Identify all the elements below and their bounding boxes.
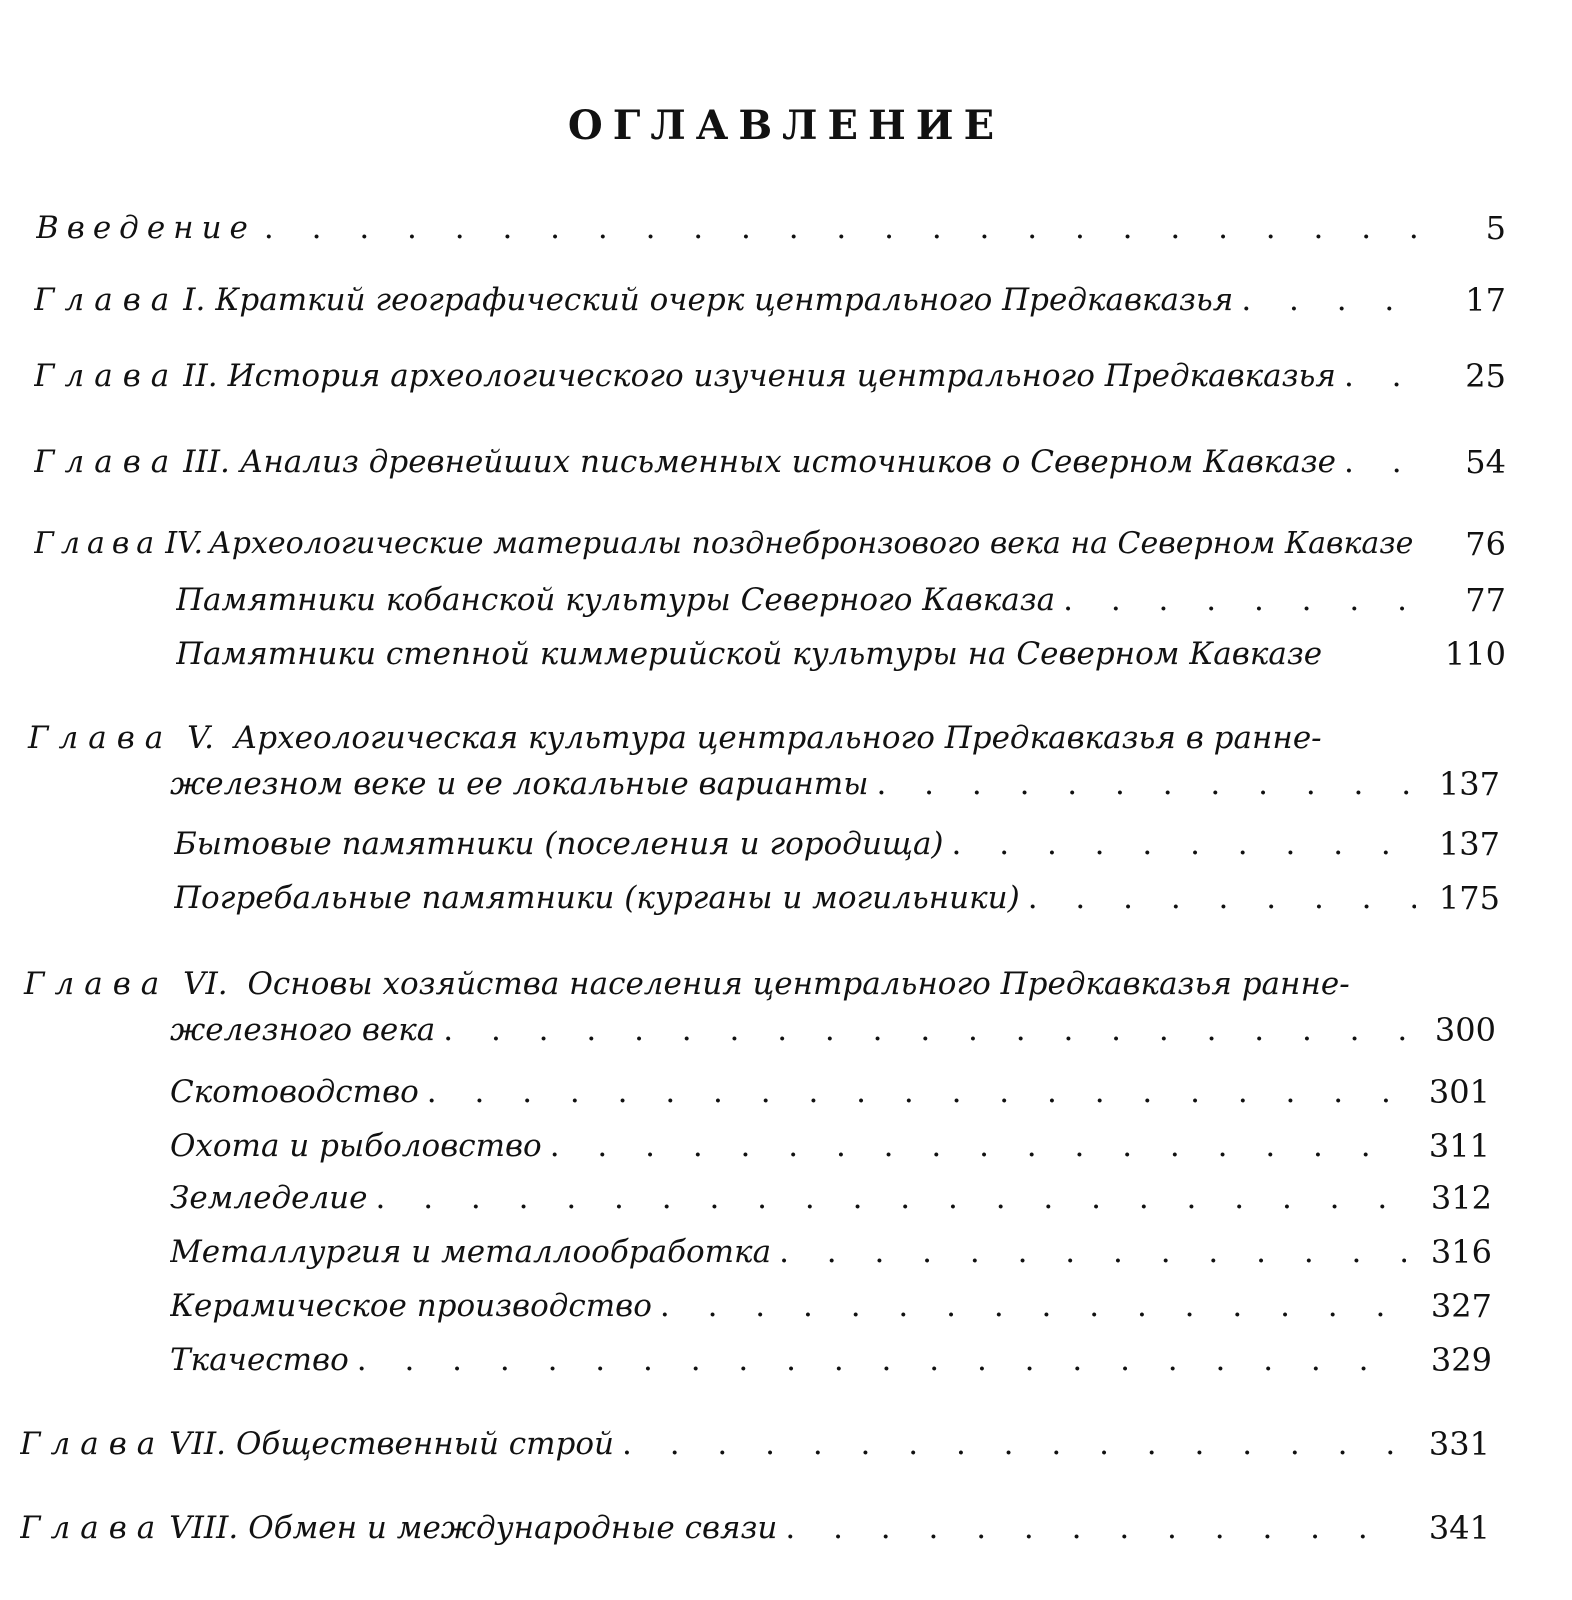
chapter-label: Глава [24, 966, 170, 1002]
chapter-number: V. [187, 720, 214, 756]
page-number: 110 [1444, 635, 1506, 673]
dot-leader [1241, 278, 1416, 322]
toc-subentry[interactable] [0, 822, 1572, 866]
toc-subentry[interactable] [0, 578, 1572, 622]
toc-subentry[interactable] [0, 1124, 1572, 1168]
dot-leader [427, 1070, 1406, 1114]
dot-leader [1063, 578, 1416, 622]
toc-subentry[interactable] [0, 1230, 1572, 1274]
toc-entry-text: Общественный строй [236, 1426, 615, 1462]
page-number: 316 [1430, 1233, 1492, 1271]
toc-entry-text: Керамическое производство [170, 1288, 652, 1324]
toc-entry-text-line2: железном веке и ее локальные варианты [170, 766, 869, 802]
dot-leader [876, 762, 1416, 806]
toc-entry-chapter-5-cont[interactable] [0, 762, 1572, 806]
dot-leader [1344, 354, 1416, 398]
toc-entry-chapter-4[interactable] [0, 522, 1572, 566]
page-number: 25 [1465, 357, 1506, 395]
toc-entry-text: Археологические материалы позднебронзового века на Северном Кавказе [209, 526, 1414, 561]
toc-entry-text: Обмен и международные связи [248, 1510, 778, 1546]
dot-leader [660, 1284, 1406, 1328]
toc-entry-text: Погребальные памятники (курганы и могильники) [174, 880, 1020, 916]
toc-entry-chapter-2[interactable] [0, 354, 1572, 398]
dot-leader [264, 206, 1416, 250]
toc-entry-text: История археологического изучения центрального Предкавказья [227, 358, 1336, 394]
page-number: 327 [1430, 1287, 1492, 1325]
chapter-label: Глава [28, 720, 174, 756]
chapter-label: Глава [20, 1510, 166, 1546]
chapter-label: Глава [20, 1426, 166, 1462]
toc-entry-text: Земледелие [170, 1180, 368, 1216]
chapter-number: IV. [165, 526, 204, 561]
page-number: 301 [1428, 1073, 1490, 1111]
page-number: 300 [1434, 1011, 1496, 1049]
dot-leader [785, 1506, 1406, 1550]
toc-entry-text: Металлургия и металлообработка [170, 1234, 772, 1270]
dot-leader [443, 1008, 1406, 1052]
dot-leader [1028, 876, 1416, 920]
dot-leader [779, 1230, 1406, 1274]
page-number: 77 [1465, 581, 1506, 619]
chapter-label: Глава [34, 526, 162, 561]
page-number: 54 [1465, 443, 1506, 481]
chapter-number: III. [183, 444, 230, 480]
toc-subentry[interactable] [0, 1284, 1572, 1328]
page-number: 311 [1428, 1127, 1490, 1165]
page-number: 312 [1430, 1179, 1492, 1217]
chapter-number: VIII. [169, 1510, 239, 1546]
toc-subentry[interactable] [0, 1176, 1572, 1220]
dot-leader [550, 1124, 1406, 1168]
toc-entry-chapter-1[interactable] [0, 278, 1572, 322]
toc-entry-text-line1: Археологическая культура центрального Предкавказья в ранне- [233, 720, 1322, 756]
toc-subentry[interactable] [0, 632, 1572, 676]
dot-leader [1344, 440, 1416, 484]
dot-leader [357, 1338, 1406, 1382]
toc-entry-text: Ткачество [170, 1342, 349, 1378]
toc-entry-chapter-3[interactable] [0, 440, 1572, 484]
page-number: 329 [1430, 1341, 1492, 1379]
page-number: 137 [1438, 765, 1500, 803]
toc-entry-text: Анализ древнейших письменных источников о Северном Кавказе [239, 444, 1336, 480]
page-number: 137 [1438, 825, 1500, 863]
toc-entry-chapter-6[interactable] [24, 962, 1350, 1006]
toc-entry-text: Краткий географический очерк центрального Предкавказья [215, 282, 1234, 318]
page-number: 341 [1428, 1509, 1490, 1547]
chapter-label: Глава [34, 282, 180, 318]
toc-entry-chapter-5[interactable] [28, 716, 1322, 760]
page-number: 331 [1428, 1425, 1490, 1463]
chapter-number: VII. [169, 1426, 227, 1462]
toc-entry-text: Бытовые памятники (поселения и городища) [174, 826, 944, 862]
toc-entry-chapter-8[interactable] [0, 1506, 1572, 1550]
toc-subentry[interactable] [0, 876, 1572, 920]
toc-subentry[interactable] [0, 1070, 1572, 1114]
page-number: 175 [1438, 879, 1500, 917]
dot-leader [376, 1176, 1407, 1220]
chapter-number: I. [183, 282, 206, 318]
dot-leader [622, 1422, 1406, 1466]
chapter-label: Глава [34, 444, 180, 480]
toc-entry-text-line1: Основы хозяйства населения центрального Предкавказья ранне- [247, 966, 1350, 1002]
toc-subentry[interactable] [0, 1338, 1572, 1382]
chapter-number: VI. [183, 966, 228, 1002]
dot-leader [952, 822, 1416, 866]
chapter-number: II. [183, 358, 218, 394]
page-number: 17 [1465, 281, 1506, 319]
toc-entry-text: Памятники степной киммерийской культуры на Северном Кавказе [176, 636, 1323, 672]
page-title: ОГЛАВЛЕНИЕ [567, 102, 1005, 149]
page-number: 5 [1485, 209, 1506, 247]
page-number: 76 [1465, 525, 1506, 563]
toc-entry-chapter-7[interactable] [0, 1422, 1572, 1466]
toc-entry-text: Введение [36, 210, 256, 246]
toc-entry-text: Скотоводство [170, 1074, 419, 1110]
toc-entry-text: Памятники кобанской культуры Северного Кавказа [176, 582, 1056, 618]
toc-entry-text-line2: железного века [170, 1012, 436, 1048]
toc-entry-text: Охота и рыболовство [170, 1128, 542, 1164]
toc-entry-chapter-6-cont[interactable] [0, 1008, 1572, 1052]
toc-entry-intro[interactable] [0, 206, 1572, 250]
chapter-label: Глава [34, 358, 180, 394]
